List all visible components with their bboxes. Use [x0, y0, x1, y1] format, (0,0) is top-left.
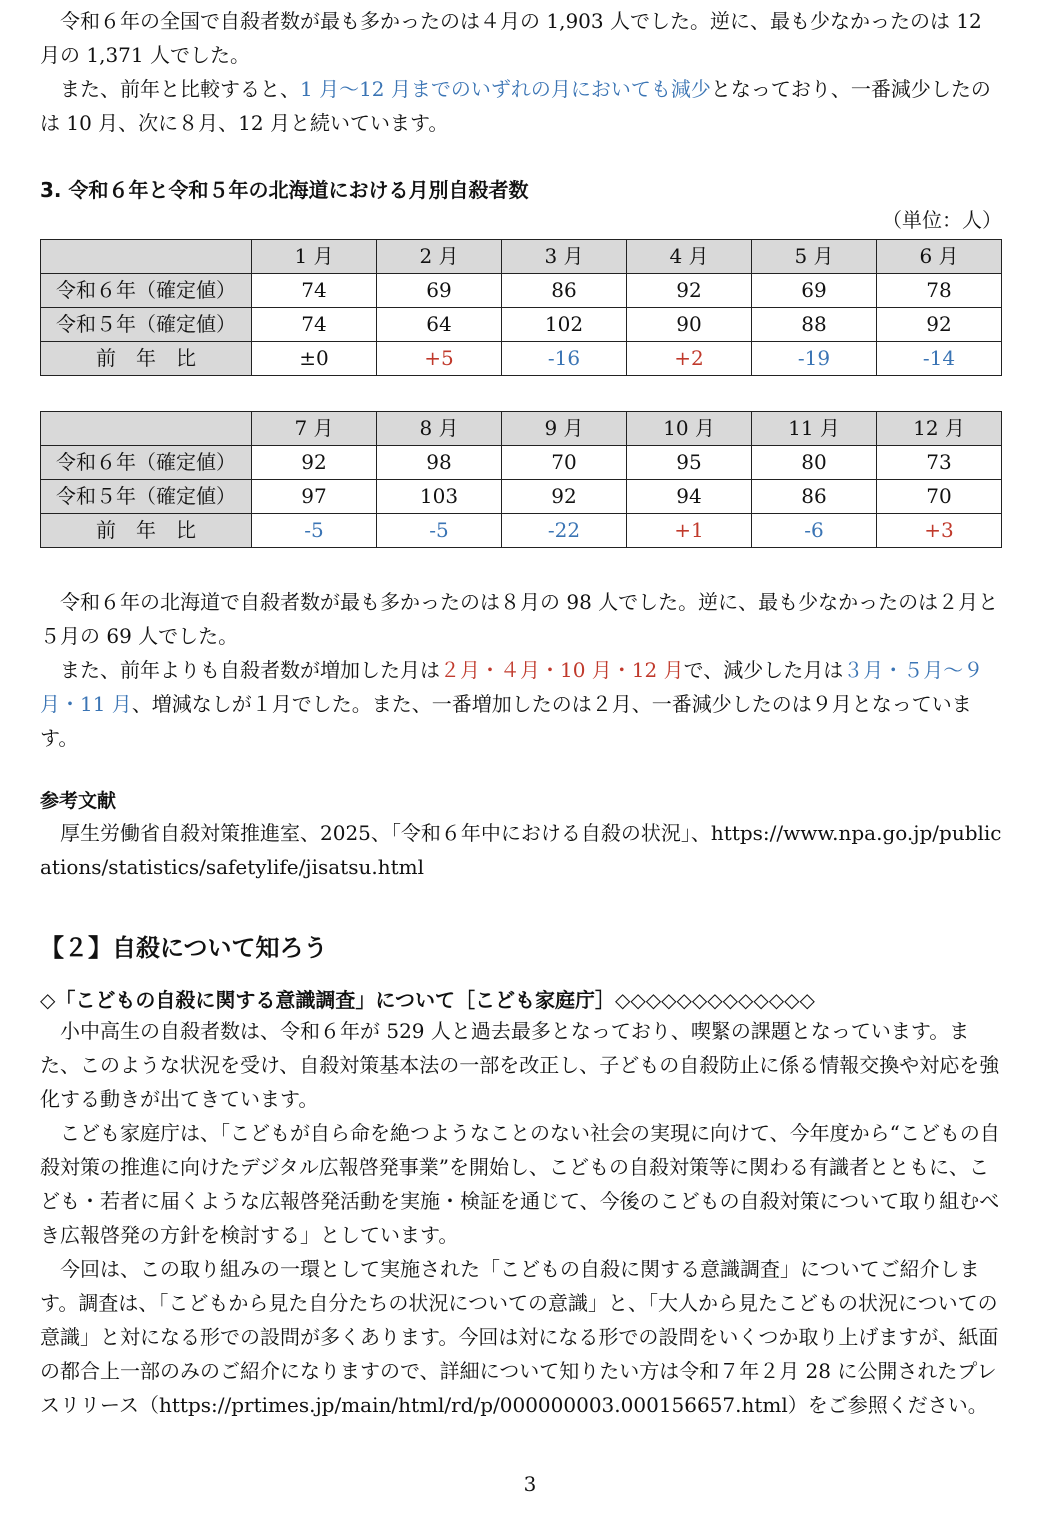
- diff-cell: +5: [377, 342, 502, 376]
- row-label-r5: 令和５年（確定値）: [41, 480, 252, 514]
- section-3-title: 3. 令和６年と令和５年の北海道における月別自殺者数: [40, 178, 529, 202]
- table-1-header-row: [41, 240, 1002, 274]
- table-cell: 90: [627, 308, 752, 342]
- diff-cell: -22: [502, 514, 627, 548]
- table-cell: 73: [877, 446, 1002, 480]
- table-header-blank: [41, 412, 252, 446]
- diff-cell: +2: [627, 342, 752, 376]
- table-cell: 97: [252, 480, 377, 514]
- intro-paragraph-2: [40, 72, 1002, 140]
- table-row-r5: [41, 308, 1002, 342]
- row-label-diff: 前 年 比: [41, 514, 252, 548]
- diff-cell: -19: [752, 342, 877, 376]
- row-label-r5: 令和５年（確定値）: [41, 308, 252, 342]
- table-cell: 92: [877, 308, 1002, 342]
- table-cell: 86: [752, 480, 877, 514]
- unit-label: （単位：人）: [882, 208, 1002, 232]
- month-header: 9 月: [502, 412, 627, 446]
- table-cell: 92: [627, 274, 752, 308]
- page-number: 3: [523, 1472, 537, 1496]
- diff-cell: ±0: [252, 342, 377, 376]
- month-header: 3 月: [502, 240, 627, 274]
- row-label-diff: 前 年 比: [41, 342, 252, 376]
- month-header: 1 月: [252, 240, 377, 274]
- part-2-body: [40, 1014, 1002, 1422]
- table-header-blank: [41, 240, 252, 274]
- table-cell: 95: [627, 446, 752, 480]
- diff-cell: -5: [252, 514, 377, 548]
- table-cell: 70: [877, 480, 1002, 514]
- table-cell: 92: [252, 446, 377, 480]
- month-header: 6 月: [877, 240, 1002, 274]
- references-text: 厚生労働省自殺対策推進室、2025、「令和６年中における自殺の状況」、https://www.npa.go.jp/publications/statistics/safetylife/jisatsu.html: [40, 821, 1002, 879]
- hokkaido-section: [40, 585, 1002, 755]
- table-cell: 69: [377, 274, 502, 308]
- table-cell: 94: [627, 480, 752, 514]
- hokkaido-paragraph-2: [40, 653, 1002, 755]
- month-header: 10 月: [627, 412, 752, 446]
- part-2-paragraph-1: 小中高生の自殺者数は、令和６年が 529 人と過去最多となっており、喫緊の課題となっています。また、このような状況を受け、自殺対策基本法の一部を改正し、子どもの自殺防止に係る情報交換や対応を強化する動きが出てきています。: [40, 1019, 1000, 1111]
- intro-section: [40, 4, 1002, 140]
- monthly-table-1: [40, 239, 1002, 376]
- part-2-paragraph-3: 今回は、この取り組みの一環として実施された「こどもの自殺に関する意識調査」についてご紹介します。調査は、「こどもから見た自分たちの状況についての意識」と、「大人から見たこどもの状況についての意識」と対になる形での設問が多くあります。今回は対になる形での設問をいくつか取り上げますが、紙面の都合上一部のみのご紹介になりますので、詳細について知りたい方は令和７年２月 28 に公開されたプレスリリース（https://prtimes.jp/main/html/rd/p/000000003.000156657.html）をご参照ください。: [40, 1257, 999, 1417]
- diff-cell: -16: [502, 342, 627, 376]
- intro-p2-start: また、前年と比較すると、: [40, 77, 300, 101]
- references-section: [40, 786, 1002, 884]
- table-cell: 69: [752, 274, 877, 308]
- intro-p2-end: となっており、一番減少したのは 10 月、次に８月、12 月と続いています。: [40, 77, 991, 135]
- hokkaido-p2-start: また、前年よりも自殺者数が増加した月は: [40, 658, 440, 682]
- month-header: 8 月: [377, 412, 502, 446]
- table-cell: 102: [502, 308, 627, 342]
- hokkaido-p2-increase: ２月・４月・10 月・12 月: [440, 658, 684, 682]
- month-header: 5 月: [752, 240, 877, 274]
- month-header: 7 月: [252, 412, 377, 446]
- hokkaido-p2-mid: で、減少した月は: [683, 658, 844, 682]
- part-2-paragraph-2: こども家庭庁は、「こどもが自ら命を絶つようなことのない社会の実現に向けて、今年度から“こどもの自殺対策の推進に向けたデジタル広報啓発事業”を開始し、こどもの自殺対策等に関わる有識者とともに、こども・若者に届くような広報啓発活動を実施・検証を通じて、今後のこどもの自殺対策について取り組むべき広報啓発の方針を検討する」としています。: [40, 1121, 1000, 1247]
- part-2-subheading: ◇「こどもの自殺に関する意識調査」について［こども家庭庁］◇◇◇◇◇◇◇◇◇◇◇◇◇: [40, 988, 815, 1012]
- hokkaido-p2-decrease: ３月・５月〜９月・11 月: [40, 658, 984, 716]
- table-row-r6: [41, 274, 1002, 308]
- intro-paragraph-1: 令和６年の全国で自殺者数が最も多かったのは４月の 1,903 人でした。逆に、最も少なかったのは 12 月の 1,371 人でした。: [40, 9, 982, 67]
- table-row-r6: [41, 446, 1002, 480]
- diff-cell: +3: [877, 514, 1002, 548]
- diff-cell: +1: [627, 514, 752, 548]
- table-row-diff: [41, 514, 1002, 548]
- table-cell: 70: [502, 446, 627, 480]
- diff-cell: -6: [752, 514, 877, 548]
- diff-cell: -5: [377, 514, 502, 548]
- table-cell: 88: [752, 308, 877, 342]
- part-2-heading: 【２】自殺について知ろう: [40, 934, 328, 962]
- table-cell: 74: [252, 274, 377, 308]
- month-header: 2 月: [377, 240, 502, 274]
- hokkaido-paragraph-1: 令和６年の北海道で自殺者数が最も多かったのは８月の 98 人でした。逆に、最も少なかったのは２月と５月の 69 人でした。: [40, 590, 999, 648]
- table-cell: 64: [377, 308, 502, 342]
- references-title: 参考文献: [40, 790, 117, 812]
- month-header: 12 月: [877, 412, 1002, 446]
- hokkaido-p2-end: 、増減なしが１月でした。また、一番増加したのは２月、一番減少したのは９月となっています。: [40, 692, 972, 750]
- row-label-r6: 令和６年（確定値）: [41, 446, 252, 480]
- table-cell: 103: [377, 480, 502, 514]
- table-cell: 74: [252, 308, 377, 342]
- month-header: 11 月: [752, 412, 877, 446]
- table-cell: 80: [752, 446, 877, 480]
- table-row-diff: [41, 342, 1002, 376]
- monthly-table-2: [40, 411, 1002, 548]
- table-cell: 92: [502, 480, 627, 514]
- table-cell: 86: [502, 274, 627, 308]
- table-cell: 78: [877, 274, 1002, 308]
- row-label-r6: 令和６年（確定値）: [41, 274, 252, 308]
- table-2-header-row: [41, 412, 1002, 446]
- table-cell: 98: [377, 446, 502, 480]
- table-row-r5: [41, 480, 1002, 514]
- month-header: 4 月: [627, 240, 752, 274]
- diff-cell: -14: [877, 342, 1002, 376]
- intro-p2-highlight: 1 月〜12 月までのいずれの月においても減少: [300, 77, 711, 101]
